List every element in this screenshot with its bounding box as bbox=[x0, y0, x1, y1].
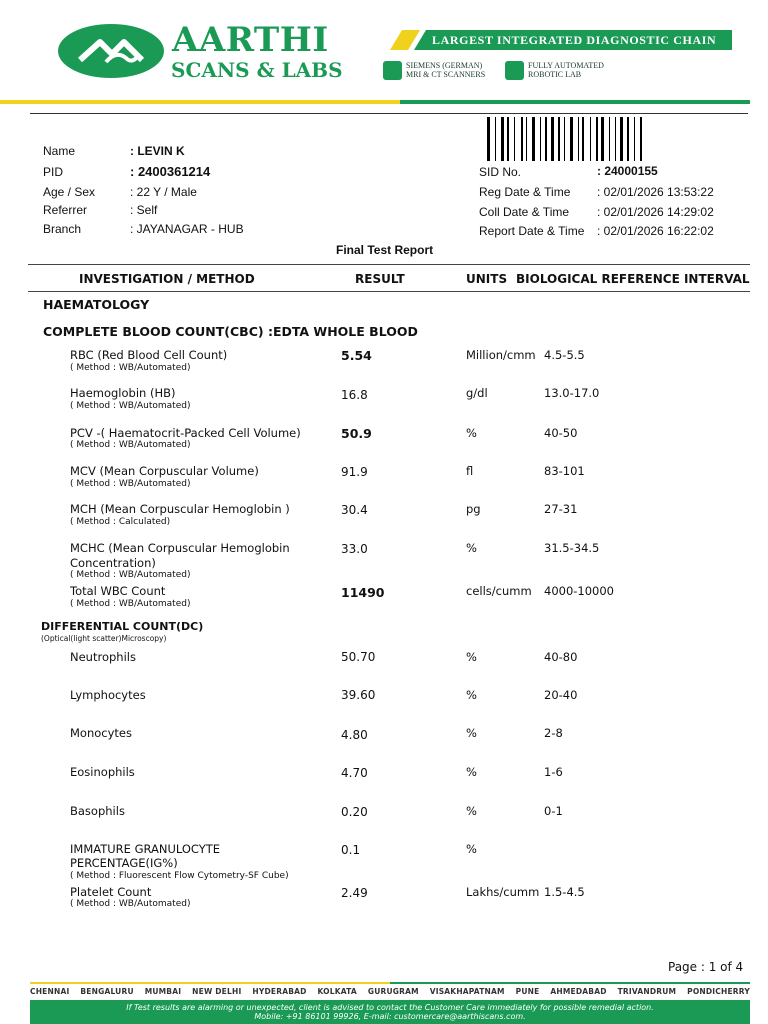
test-name-mchc-cont: Concentration) bbox=[70, 556, 156, 570]
test-result-mchc: 33.0 bbox=[341, 542, 368, 556]
barcode-bar bbox=[514, 117, 515, 161]
test-unit-pcv: % bbox=[466, 426, 477, 440]
barcode-bar bbox=[526, 117, 527, 161]
barcode-bar bbox=[578, 117, 579, 161]
city: PUNE bbox=[515, 987, 540, 996]
city: CHENNAI bbox=[30, 987, 70, 996]
table-top-rule bbox=[28, 264, 750, 265]
col-units: UNITS bbox=[466, 272, 508, 286]
barcode-bar bbox=[606, 117, 608, 161]
cities-list bbox=[30, 987, 750, 996]
city: NEW DELHI bbox=[192, 987, 242, 996]
test-ref-mch: 27-31 bbox=[544, 502, 578, 516]
panel-title: COMPLETE BLOOD COUNT(CBC) :EDTA WHOLE BLOOD bbox=[43, 324, 418, 339]
report-title: Final Test Report bbox=[336, 243, 434, 257]
test-unit-mch: pg bbox=[466, 502, 481, 516]
barcode-bar bbox=[580, 117, 581, 161]
footer-contact: Mobile: +91 86101 99926, E-mail: customercare@aarthiscans.com. bbox=[254, 1012, 526, 1021]
pid-label: PID bbox=[43, 165, 64, 179]
test-unit-mcv: fl bbox=[466, 464, 474, 478]
sid-label: SID No. bbox=[479, 165, 522, 179]
test-name-mcv: MCV (Mean Corpuscular Volume) bbox=[70, 464, 259, 478]
barcode-bar bbox=[609, 117, 610, 161]
test-name-eosinophils: Eosinophils bbox=[70, 765, 135, 779]
test-name-basophils: Basophils bbox=[70, 804, 125, 818]
test-name-ig: IMMATURE GRANULOCYTE bbox=[70, 842, 221, 856]
city: TRIVANDRUM bbox=[617, 987, 677, 996]
barcode-bar bbox=[640, 117, 642, 161]
sid-value: : 24000155 bbox=[597, 164, 658, 178]
city: HYDERABAD bbox=[252, 987, 307, 996]
coll-date-value: : 02/01/2026 14:29:02 bbox=[597, 205, 714, 219]
barcode-bar bbox=[574, 117, 576, 161]
brand-logo bbox=[58, 24, 164, 78]
test-ref-wbc: 4000-10000 bbox=[544, 584, 614, 598]
brand-subname: SCANS & LABS bbox=[171, 58, 343, 82]
col-reference: BIOLOGICAL REFERENCE INTERVAL bbox=[516, 272, 750, 286]
test-result-mcv: 91.9 bbox=[341, 465, 368, 479]
barcode-bar bbox=[558, 117, 560, 161]
test-unit-mchc: % bbox=[466, 541, 477, 555]
barcode-bar bbox=[570, 117, 573, 161]
test-unit-basophils: % bbox=[466, 804, 477, 818]
barcode-bar bbox=[564, 117, 565, 161]
barcode-bar bbox=[627, 117, 629, 161]
barcode-bar bbox=[551, 117, 554, 161]
barcode-bar bbox=[592, 117, 594, 161]
barcode-bar bbox=[567, 117, 569, 161]
test-ref-platelet: 1.5-4.5 bbox=[544, 885, 585, 899]
test-ref-mchc: 31.5-34.5 bbox=[544, 541, 600, 555]
test-unit-wbc: cells/cumm bbox=[466, 584, 532, 598]
test-name-pcv: PCV -( Haematocrit-Packed Cell Volume) bbox=[70, 426, 301, 440]
test-name-ig-cont: PERCENTAGE(IG%) bbox=[70, 856, 178, 870]
test-result-ig: 0.1 bbox=[341, 843, 361, 857]
barcode-bar bbox=[617, 117, 619, 161]
barcode-bar bbox=[582, 117, 584, 161]
test-ref-hb: 13.0-17.0 bbox=[544, 386, 600, 400]
test-ref-monocytes: 2-8 bbox=[544, 726, 563, 740]
barcode-bar bbox=[497, 117, 499, 161]
test-result-eosinophils: 4.70 bbox=[341, 766, 368, 780]
table-header-rule bbox=[28, 291, 750, 292]
badge-siemens-line1: SIEMENS (GERMAN) bbox=[406, 61, 483, 70]
differential-title: DIFFERENTIAL COUNT(DC) bbox=[41, 620, 204, 633]
test-ref-mcv: 83-101 bbox=[544, 464, 585, 478]
barcode-bar bbox=[601, 117, 604, 161]
city: MUMBAI bbox=[144, 987, 182, 996]
test-result-neutrophils: 50.70 bbox=[341, 650, 376, 664]
test-method-rbc: ( Method : WB/Automated) bbox=[70, 363, 191, 373]
badge-robotic-line2: ROBOTIC LAB bbox=[528, 70, 582, 79]
test-method-pcv: ( Method : WB/Automated) bbox=[70, 440, 191, 450]
name-value: : LEVIN K bbox=[130, 144, 185, 158]
badge-siemens bbox=[406, 61, 485, 79]
footer-stripe-green bbox=[390, 982, 750, 984]
test-ref-neutrophils: 40-80 bbox=[544, 650, 578, 664]
city: GURUGRAM bbox=[367, 987, 419, 996]
test-unit-monocytes: % bbox=[466, 726, 477, 740]
name-label: Name bbox=[43, 144, 76, 158]
referrer-label: Referrer bbox=[43, 203, 88, 217]
test-method-mcv: ( Method : WB/Automated) bbox=[70, 479, 191, 489]
differential-method: (Optical(light scatter)Microscopy) bbox=[41, 634, 167, 643]
city: PONDICHERRY bbox=[687, 987, 750, 996]
scanner-icon bbox=[383, 61, 402, 80]
report-date-value: : 02/01/2026 16:22:02 bbox=[597, 224, 714, 238]
test-name-rbc: RBC (Red Blood Cell Count) bbox=[70, 348, 228, 362]
robotic-lab-icon bbox=[505, 61, 524, 80]
col-investigation: INVESTIGATION / METHOD bbox=[79, 272, 255, 286]
test-result-pcv: 50.9 bbox=[341, 426, 372, 441]
barcode-bar bbox=[555, 117, 556, 161]
barcode-bar bbox=[487, 117, 490, 161]
barcode-bar bbox=[615, 117, 616, 161]
barcode-bar bbox=[540, 117, 541, 161]
test-ref-eosinophils: 1-6 bbox=[544, 765, 563, 779]
test-unit-lymphocytes: % bbox=[466, 688, 477, 702]
badge-siemens-line2: MRI & CT SCANNERS bbox=[406, 70, 486, 79]
test-result-platelet: 2.49 bbox=[341, 886, 368, 900]
header-stripe-yellow bbox=[0, 100, 400, 104]
barcode-bar bbox=[634, 117, 635, 161]
reg-date-label: Reg Date & Time bbox=[479, 185, 571, 199]
barcode-bar bbox=[511, 117, 513, 161]
test-result-monocytes: 4.80 bbox=[341, 728, 368, 742]
barcode-bar bbox=[532, 117, 535, 161]
test-result-mch: 30.4 bbox=[341, 503, 368, 517]
barcode-bar bbox=[549, 117, 550, 161]
city: AHMEDABAD bbox=[550, 987, 607, 996]
barcode bbox=[487, 117, 646, 161]
city: BENGALURU bbox=[80, 987, 134, 996]
brand-name: AARTHI bbox=[172, 20, 329, 60]
test-method-hb: ( Method : WB/Automated) bbox=[70, 401, 191, 411]
barcode-bar bbox=[501, 117, 504, 161]
barcode-bar bbox=[644, 117, 645, 161]
barcode-bar bbox=[524, 117, 525, 161]
branch-value: : JAYANAGAR - HUB bbox=[130, 222, 244, 236]
test-name-lymphocytes: Lymphocytes bbox=[70, 688, 146, 702]
tagline-text: LARGEST INTEGRATED DIAGNOSTIC CHAIN bbox=[432, 33, 717, 47]
test-name-wbc: Total WBC Count bbox=[70, 584, 166, 598]
barcode-bar bbox=[505, 117, 506, 161]
test-result-hb: 16.8 bbox=[341, 388, 368, 402]
test-ref-basophils: 0-1 bbox=[544, 804, 563, 818]
header-stripe-green bbox=[400, 100, 750, 104]
footer-notice: If Test results are alarming or unexpected, client is advised to contact the Customer Care immediately for possible remedial action. bbox=[126, 1003, 654, 1012]
barcode-bar bbox=[536, 117, 538, 161]
barcode-bar bbox=[625, 117, 626, 161]
test-ref-rbc: 4.5-5.5 bbox=[544, 348, 585, 362]
city: VISAKHAPATNAM bbox=[429, 987, 505, 996]
pid-value: : 2400361214 bbox=[130, 164, 211, 179]
test-method-mch: ( Method : Calculated) bbox=[70, 517, 171, 527]
test-name-monocytes: Monocytes bbox=[70, 726, 132, 740]
test-result-lymphocytes: 39.60 bbox=[341, 688, 376, 702]
test-unit-eosinophils: % bbox=[466, 765, 477, 779]
coll-date-label: Coll Date & Time bbox=[479, 205, 570, 219]
col-result: RESULT bbox=[355, 272, 405, 286]
barcode-bar bbox=[516, 117, 519, 161]
test-ref-pcv: 40-50 bbox=[544, 426, 578, 440]
barcode-bar bbox=[586, 117, 589, 161]
barcode-bar bbox=[507, 117, 509, 161]
barcode-bar bbox=[542, 117, 544, 161]
test-unit-platelet: Lakhs/cumm bbox=[466, 885, 540, 899]
test-name-platelet: Platelet Count bbox=[70, 885, 152, 899]
barcode-bar bbox=[590, 117, 591, 161]
test-method-mchc: ( Method : WB/Automated) bbox=[70, 570, 191, 580]
page-number: Page : 1 of 4 bbox=[668, 960, 744, 974]
test-unit-ig: % bbox=[466, 842, 477, 856]
barcode-bar bbox=[545, 117, 547, 161]
barcode-bar bbox=[492, 117, 494, 161]
test-method-ig: ( Method : Fluorescent Flow Cytometry-SF Cube) bbox=[70, 871, 289, 881]
barcode-bar bbox=[636, 117, 639, 161]
test-result-basophils: 0.20 bbox=[341, 805, 368, 819]
test-name-mchc: MCHC (Mean Corpuscular Hemoglobin bbox=[70, 541, 290, 555]
barcode-bar bbox=[599, 117, 600, 161]
test-unit-neutrophils: % bbox=[466, 650, 477, 664]
age-value: : 22 Y / Male bbox=[130, 185, 197, 199]
reg-date-value: : 02/01/2026 13:53:22 bbox=[597, 185, 714, 199]
test-unit-hb: g/dl bbox=[466, 386, 488, 400]
test-method-wbc: ( Method : WB/Automated) bbox=[70, 599, 191, 609]
branch-label: Branch bbox=[43, 222, 82, 236]
test-result-wbc: 11490 bbox=[341, 585, 385, 600]
header-divider bbox=[30, 113, 748, 114]
report-date-label: Report Date & Time bbox=[479, 224, 585, 238]
test-unit-rbc: Million/cmm bbox=[466, 348, 536, 362]
barcode-bar bbox=[529, 117, 531, 161]
barcode-bar bbox=[596, 117, 598, 161]
barcode-bar bbox=[495, 117, 496, 161]
test-ref-lymphocytes: 20-40 bbox=[544, 688, 578, 702]
footer-stripe-yellow bbox=[30, 982, 390, 984]
section-title: HAEMATOLOGY bbox=[43, 297, 150, 312]
test-method-platelet: ( Method : WB/Automated) bbox=[70, 899, 191, 909]
barcode-bar bbox=[620, 117, 623, 161]
test-name-hb: Haemoglobin (HB) bbox=[70, 386, 176, 400]
test-name-mch: MCH (Mean Corpuscular Hemoglobin ) bbox=[70, 502, 290, 516]
test-result-rbc: 5.54 bbox=[341, 348, 372, 363]
test-name-neutrophils: Neutrophils bbox=[70, 650, 136, 664]
referrer-value: : Self bbox=[130, 203, 158, 217]
barcode-bar bbox=[521, 117, 523, 161]
logo-mark-icon bbox=[58, 24, 164, 78]
barcode-bar bbox=[561, 117, 563, 161]
barcode-bar bbox=[630, 117, 632, 161]
badge-robotic-line1: FULLY AUTOMATED bbox=[528, 61, 604, 70]
age-label: Age / Sex bbox=[43, 185, 96, 199]
barcode-bar bbox=[611, 117, 613, 161]
badge-robotic bbox=[528, 61, 604, 79]
city: KOLKATA bbox=[317, 987, 357, 996]
